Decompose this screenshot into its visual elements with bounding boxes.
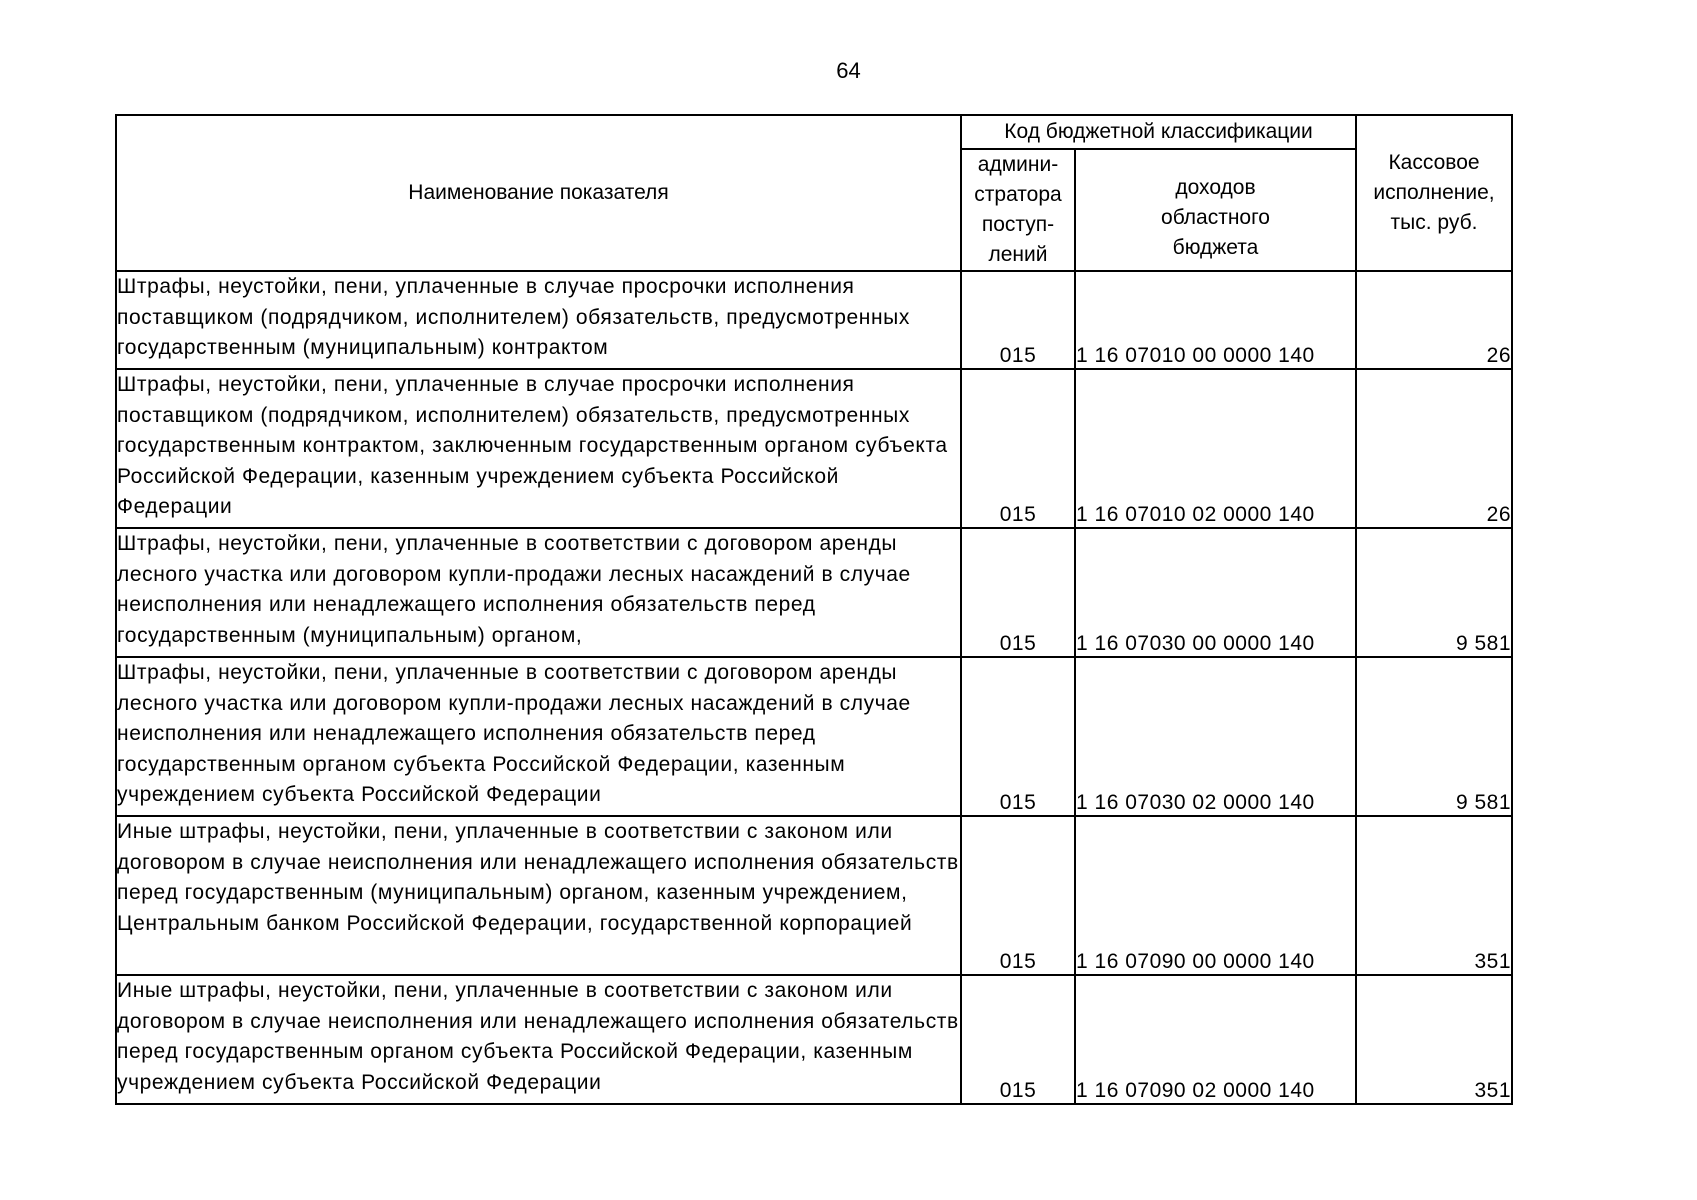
header-amount-label: Кассовое исполнение, тыс. руб. bbox=[1373, 151, 1495, 234]
header-income-label: доходов областного бюджета bbox=[1161, 175, 1270, 259]
row-admin-code: 015 bbox=[961, 657, 1075, 816]
row-income-code: 1 16 07010 00 0000 140 bbox=[1075, 271, 1356, 369]
row-admin-code: 015 bbox=[961, 975, 1075, 1104]
row-income-code: 1 16 07090 00 0000 140 bbox=[1075, 816, 1356, 975]
row-name: Иные штрафы, неустойки, пени, уплаченные в соответствии с законом или договором в случае неисполнения или ненадлежащего исполнения обязательств перед государственным (муниципальным) органом, казенным учреждением, Центральным банком Российской Федерации, государственной корпорацией bbox=[116, 816, 961, 975]
row-admin-code: 015 bbox=[961, 816, 1075, 975]
budget-table bbox=[115, 114, 1513, 1105]
header-admin-label: админи- стратора поступ- лений bbox=[974, 153, 1062, 266]
header-classification: Код бюджетной классификации bbox=[961, 115, 1356, 149]
header-income bbox=[1075, 149, 1356, 271]
row-amount: 351 bbox=[1356, 975, 1512, 1104]
row-name: Иные штрафы, неустойки, пени, уплаченные в соответствии с законом или договором в случае неисполнения или ненадлежащего исполнения обязательств перед государственным органом субъекта Российской Федерации, казенным учреждением субъекта Российской Федерации bbox=[116, 975, 961, 1104]
row-amount: 26 bbox=[1356, 271, 1512, 369]
row-amount: 9 581 bbox=[1356, 528, 1512, 657]
row-admin-code: 015 bbox=[961, 369, 1075, 528]
table-row bbox=[116, 271, 1512, 369]
row-admin-code: 015 bbox=[961, 271, 1075, 369]
row-income-code: 1 16 07030 00 0000 140 bbox=[1075, 528, 1356, 657]
header-admin bbox=[961, 149, 1075, 271]
row-name: Штрафы, неустойки, пени, уплаченные в случае просрочки исполнения поставщиком (подрядчиком, исполнителем) обязательств, предусмотренных государственным контрактом, заключенным государственным органом субъекта Российской Федерации, казенным учреждением субъекта Российской Федерации bbox=[116, 369, 961, 528]
table-header bbox=[116, 115, 1512, 271]
table-row bbox=[116, 369, 1512, 528]
page-number: 64 bbox=[836, 58, 861, 83]
row-name: Штрафы, неустойки, пени, уплаченные в соответствии с договором аренды лесного участка или договором купли-продажи лесных насаждений в случае неисполнения или ненадлежащего исполнения обязательств перед государственным органом субъекта Российской Федерации, казенным учреждением субъекта Российской Федерации bbox=[116, 657, 961, 816]
table-row bbox=[116, 975, 1512, 1104]
row-amount: 26 bbox=[1356, 369, 1512, 528]
header-name: Наименование показателя bbox=[116, 115, 961, 271]
row-name: Штрафы, неустойки, пени, уплаченные в случае просрочки исполнения поставщиком (подрядчиком, исполнителем) обязательств, предусмотренных государственным (муниципальным) контрактом bbox=[116, 271, 961, 369]
table-row bbox=[116, 528, 1512, 657]
table-row bbox=[116, 816, 1512, 975]
row-admin-code: 015 bbox=[961, 528, 1075, 657]
row-income-code: 1 16 07030 02 0000 140 bbox=[1075, 657, 1356, 816]
table-row bbox=[116, 657, 1512, 816]
header-amount bbox=[1356, 115, 1512, 271]
row-name: Штрафы, неустойки, пени, уплаченные в соответствии с договором аренды лесного участка или договором купли-продажи лесных насаждений в случае неисполнения или ненадлежащего исполнения обязательств перед государственным (муниципальным) органом, bbox=[116, 528, 961, 657]
row-amount: 351 bbox=[1356, 816, 1512, 975]
table-body bbox=[116, 271, 1512, 1104]
row-amount: 9 581 bbox=[1356, 657, 1512, 816]
row-income-code: 1 16 07090 02 0000 140 bbox=[1075, 975, 1356, 1104]
row-income-code: 1 16 07010 02 0000 140 bbox=[1075, 369, 1356, 528]
